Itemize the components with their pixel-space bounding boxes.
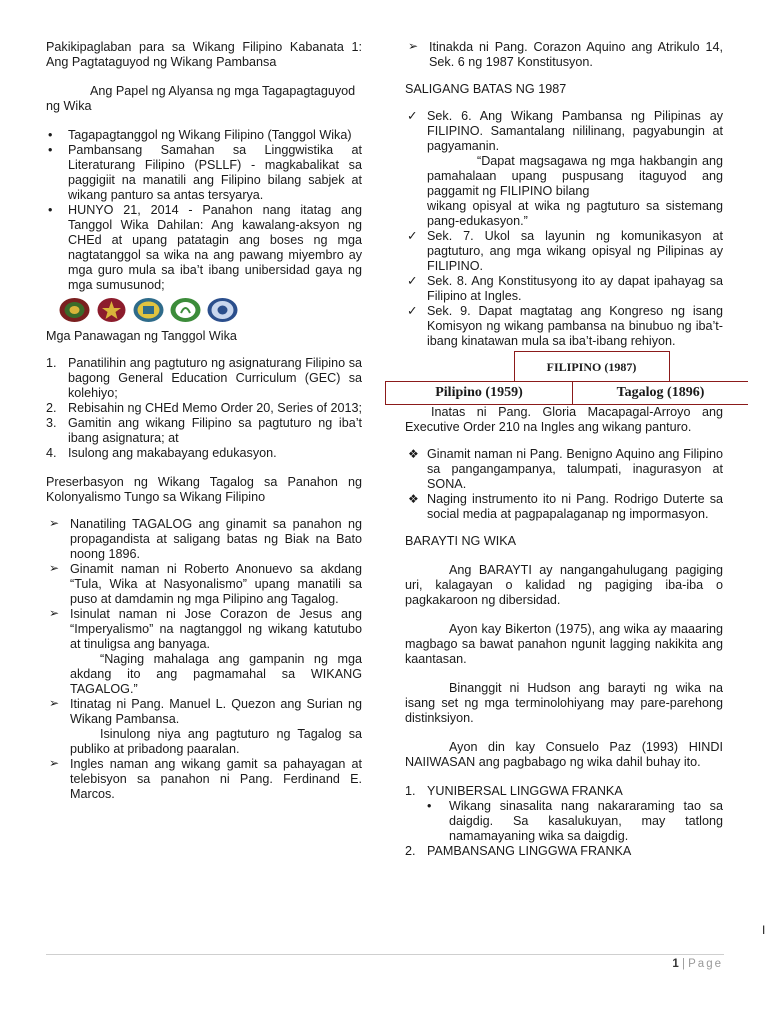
university-seal-icon-3 bbox=[132, 297, 165, 323]
list-item: 1. Panatilihin ang pagtuturo ng asignaturang Filipino sa bagong General Education Curriculum (GEC) sa kolehiyo; bbox=[46, 356, 362, 400]
universal-sublist bbox=[427, 799, 723, 844]
arrow-bullet-icon: ➢ bbox=[49, 561, 60, 575]
language-evolution-table bbox=[385, 351, 748, 405]
diamond-bullet-icon: ❖ bbox=[408, 492, 419, 506]
types-list bbox=[405, 784, 723, 859]
variety-paragraph: Ayon din kay Consuelo Paz (1993) HINDI NAIIWASAN ang pagbabago ng wika dahil buhay ito. bbox=[405, 740, 723, 769]
left-column bbox=[46, 40, 362, 802]
list-item: ➢ Itinakda ni Pang. Corazon Aquino ang Atrikulo 14, Sek. 6 ng 1987 Konstitusyon. bbox=[408, 39, 723, 69]
list-item: ✓ Sek. 6. Ang Wikang Pambansa ng Pilipinas ay FILIPINO. Samantalang nililinang, pagyabungin at pagyamanin. “Dapat magsagawa ng mga hakbangin ang pamahalaan upang puspusang itaguyod ang paggamit ng FILIPINO bilang wikang opisyal at wika ng pagtuturo sa sistemang pang-edukasyon.” bbox=[407, 109, 723, 228]
table-cell-pilipino: Pilipino (1959) bbox=[385, 382, 572, 404]
list-item: 4. Isulong ang makabayang edukasyon. bbox=[46, 446, 277, 460]
variety-paragraph: Ang BARAYTI ay nangangahulugang pagiging uri, kalagayan o kalidad ng pagiging iba-iba o pagkakaroon ng dibersidad. bbox=[405, 563, 723, 607]
list-item: ➢ Itinatag ni Pang. Manuel L. Quezon ang Surian ng Wikang Pambansa. Isinulong niya ang pagtuturo ng Tagalog sa publiko at pribadong paaralan. bbox=[49, 696, 362, 756]
bullet-icon: • bbox=[48, 143, 53, 157]
constitution-heading: SALIGANG BATAS NG 1987 bbox=[405, 82, 567, 96]
edge-mark: I bbox=[762, 923, 766, 937]
preservation-list bbox=[46, 517, 362, 802]
arrow-bullet-icon: ➢ bbox=[49, 756, 60, 770]
bullet-icon: • bbox=[48, 128, 53, 142]
list-item: ➢ Ingles naman ang wikang gamit sa pahayagan at telebisyon sa panahon ni Pang. Ferdinand E. Marcos. bbox=[49, 756, 362, 801]
variety-paragraph: Binanggit ni Hudson ang barayti ng wika na isang set ng mga terminolohiyang may pare-parehong distinksiyon. bbox=[405, 681, 723, 725]
list-item: 1. YUNIBERSAL LINGGWA FRANKA • Wikang sinasalita nang nakararaming tao sa daigdig. Sa kasalukuyan, may tatlong namamayaning wika sa daigdig. bbox=[405, 784, 723, 843]
list-item: ✓ Sek. 8. Ang Konstitusyong ito ay dapat ipahayag sa Filipino at Ingles. bbox=[407, 274, 723, 303]
university-logos bbox=[58, 297, 362, 323]
role-list bbox=[46, 128, 362, 293]
page-footer bbox=[672, 957, 723, 972]
list-item: ➢ Isinulat naman ni Jose Corazon de Jesus ang “Imperyalismo” na nagtanggol ng wikang katutubo at tinuligsa ang banyaga. “Naging mahalaga ang gampanin ng mga akdang ito ang pagmamahal sa WIKANG TAGALOG.” bbox=[49, 606, 362, 696]
table-cell-filipino: FILIPINO (1987) bbox=[514, 351, 670, 381]
table-bottom-row bbox=[385, 381, 748, 405]
variety-paragraph: Ayon kay Bikerton (1975), ang wika ay maaaring magbago sa bawat panahon ngunit lagging nakikita ang kaantasan. bbox=[405, 622, 723, 666]
bullet-icon: • bbox=[48, 203, 53, 217]
preservation-heading: Preserbasyon ng Wikang Tagalog sa Panahon ng Kolonyalismo Tungo sa Wikang Filipino bbox=[46, 475, 362, 504]
arrow-bullet-icon: ➢ bbox=[49, 696, 60, 710]
list-item: 2. PAMBANSANG LINGGWA FRANKA bbox=[405, 844, 632, 858]
footer-divider bbox=[46, 954, 724, 955]
page-number: 1 bbox=[672, 958, 679, 970]
list-item: ✓ Sek. 9. Dapat magtatag ang Kongreso ng isang Komisyon ng wikang pambansa na binubuo ng iba’t-ibang kinatawan mula sa iba’t-ibang rehiyon. bbox=[407, 304, 723, 348]
right-column bbox=[405, 40, 723, 859]
list-item: ❖ Naging instrumento ito ni Pang. Rodrigo Duterte sa social media at pagpapalaganap ng impormasyon. bbox=[408, 492, 723, 521]
role-heading: Ang Papel ng Alyansa ng mga Tagapagtaguyod ng Wika bbox=[46, 84, 356, 113]
quote-text: “Naging mahalaga ang gampanin ng mga akdang ito ang pagmamahal sa WIKANG TAGALOG.” bbox=[70, 652, 362, 696]
arroyo-paragraph: Inatas ni Pang. Gloria Macapagal-Arroyo ang Executive Order 210 na Ingles ang wikang panturo. bbox=[405, 405, 723, 434]
presidents-list bbox=[405, 447, 723, 522]
note-text: Isinulong niya ang pagtuturo ng Tagalog sa publiko at pribadong paaralan. bbox=[70, 727, 362, 756]
calls-list bbox=[46, 356, 362, 461]
list-item: ➢ Ginamit naman ni Roberto Anonuevo sa akdang “Tula, Wika at Nasyonalismo” upang manatili sa puso at damdamin ng mga Pilipino ang Tagalog. bbox=[49, 561, 362, 606]
list-item: • Wikang sinasalita nang nakararaming tao sa daigdig. Sa kasalukuyan, may tatlong namamayaning wika sa daigdig. bbox=[427, 799, 723, 843]
checkmark-icon: ✓ bbox=[407, 274, 418, 288]
arrow-bullet-icon: ➢ bbox=[49, 606, 60, 620]
list-item: ❖ Ginamit naman ni Pang. Benigno Aquino ang Filipino sa pangangampanya, talumpati, inagurasyon at SONA. bbox=[408, 447, 723, 491]
diamond-bullet-icon: ❖ bbox=[408, 447, 419, 461]
checkmark-icon: ✓ bbox=[407, 304, 418, 318]
university-seal-icon-5 bbox=[206, 297, 239, 323]
page-label: Page bbox=[688, 958, 723, 970]
arrow-bullet-icon: ➢ bbox=[408, 39, 419, 53]
aquino-list bbox=[405, 40, 723, 70]
table-top-row bbox=[385, 351, 748, 381]
arrow-bullet-icon: ➢ bbox=[49, 516, 60, 530]
chapter-title: Pakikipaglaban para sa Wikang Filipino Kabanata 1: Ang Pagtataguyod ng Wikang Pambansa bbox=[46, 40, 362, 69]
list-item: ➢ Nanatiling TAGALOG ang ginamit sa panahon ng propagandista at saligang batas ng Biak na Bato noong 1896. bbox=[49, 516, 362, 561]
quote-text: “Dapat magsagawa ng mga hakbangin ang pamahalaan upang puspusang itaguyod ang paggamit ng FILIPINO bilang bbox=[427, 154, 723, 198]
quote-text: wikang opisyal at wika ng pagtuturo sa sistemang pang-edukasyon.” bbox=[427, 199, 723, 228]
university-seal-icon-1 bbox=[58, 297, 91, 323]
list-item: • Pambansang Samahan sa Linggwistika at Literaturang Filipino (PSLLF) - magkabalikat sa paggigiit na manatili ang Filipino bilang sabjek at wikang panturo sa antas tersyarya. bbox=[48, 143, 362, 202]
list-item: 3. Gamitin ang wikang Filipino sa pagtuturo ng iba’t ibang asignatura; at bbox=[46, 416, 362, 445]
list-item: • Tagapagtanggol ng Wikang Filipino (Tanggol Wika) bbox=[48, 128, 352, 142]
sections-list bbox=[405, 109, 723, 349]
variety-heading: BARAYTI NG WIKA bbox=[405, 534, 517, 548]
list-item: 2. Rebisahin ng CHEd Memo Order 20, Series of 2013; bbox=[46, 401, 363, 415]
table-cell-tagalog: Tagalog (1896) bbox=[572, 382, 748, 404]
bullet-icon: • bbox=[427, 799, 432, 813]
footer-separator: | bbox=[681, 958, 685, 970]
university-seal-icon-2 bbox=[95, 297, 128, 323]
list-item: ✓ Sek. 7. Ukol sa layunin ng komunikasyon at pagtuturo, ang mga wikang opisyal ng Pilipinas ay FILIPINO. bbox=[407, 229, 723, 273]
university-seal-icon-4 bbox=[169, 297, 202, 323]
list-item: • HUNYO 21, 2014 - Panahon nang itatag ang Tanggol Wika Dahilan: Ang kawalang-aksyon ng CHEd at upang patatagin ang boses ng mga nagtatanggol sa wika na ang pawang miyembro ay mga guro mula sa iba’t ibang unibersidad gaya ng mga sumusunod; bbox=[48, 203, 362, 292]
checkmark-icon: ✓ bbox=[407, 109, 418, 123]
calls-heading: Mga Panawagan ng Tanggol Wika bbox=[46, 329, 237, 343]
checkmark-icon: ✓ bbox=[407, 229, 418, 243]
